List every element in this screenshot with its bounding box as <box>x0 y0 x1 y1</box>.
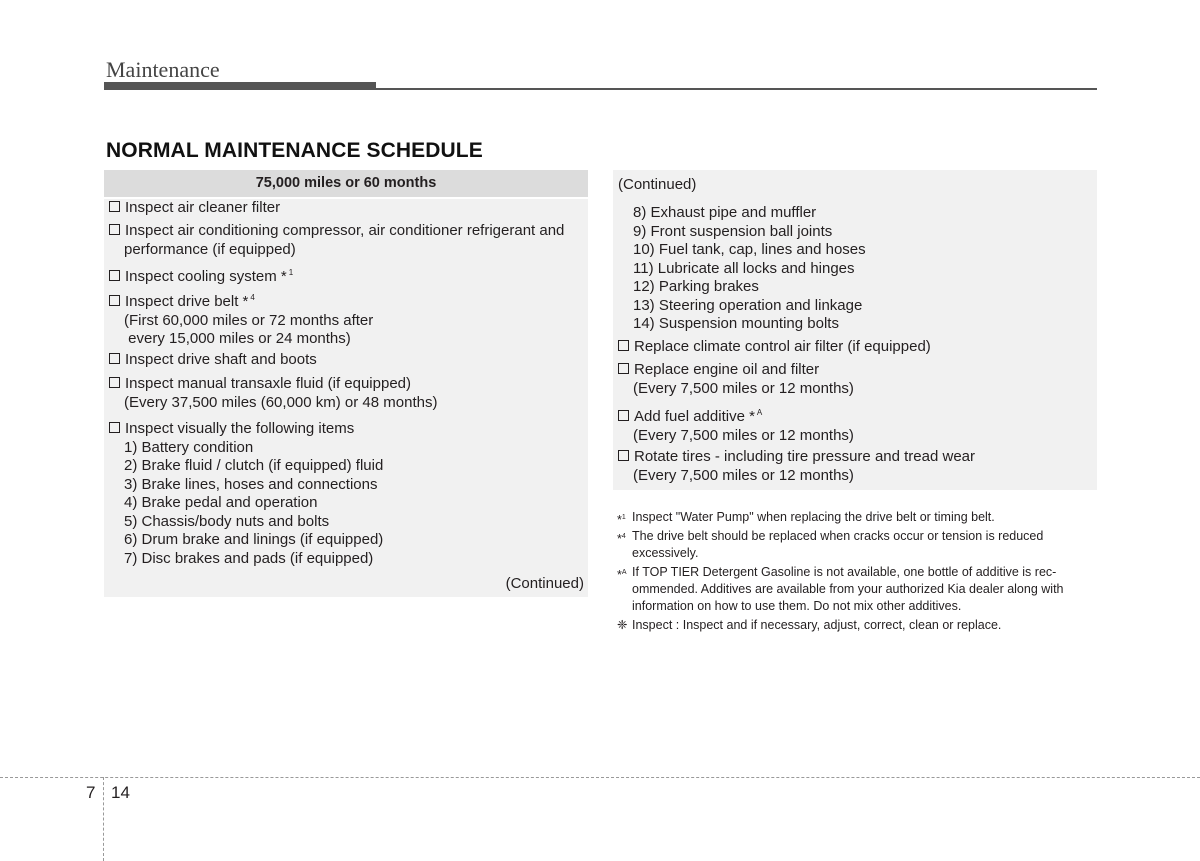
section-title: NORMAL MAINTENANCE SCHEDULE <box>106 139 483 162</box>
list-item: Inspect air conditioning compressor, air conditioner refrigerant and performance (if equipped) <box>109 222 564 259</box>
chapter-number: 7 <box>86 783 96 802</box>
header-title: Maintenance <box>106 57 220 82</box>
footnote: *$^4$ The drive belt should be replaced when cracks occur or tension is reduced excessively. <box>617 529 1044 560</box>
list-item: Inspect air cleaner filter <box>109 199 280 218</box>
list-item: Inspect drive belt * $^4$ (First 60,000 miles or 72 months after every 15,000 miles or 24 months) <box>109 289 373 349</box>
list-item: Replace climate control air filter (if equipped) <box>618 338 931 357</box>
checkbox-icon <box>109 295 120 306</box>
checkbox-icon <box>109 353 120 364</box>
list-item: Add fuel additive * $^A$ (Every 7,500 miles or 12 months) <box>618 404 854 445</box>
header-rule-accent <box>104 82 376 90</box>
checkbox-icon <box>109 270 120 281</box>
list-item: Inspect cooling system * $^1$ <box>109 264 293 287</box>
inspection-sublist: 8) Exhaust pipe and muffler 9) Front suspension ball joints 10) Fuel tank, cap, lines and hoses 11) Lubricate all locks and hinges 12) Parking brakes 13) Steering operation and linkage 14) Suspension mounting bolts <box>633 204 866 332</box>
schedule-panel-left <box>104 170 588 597</box>
checkbox-icon <box>109 201 120 212</box>
checkbox-icon <box>618 340 629 351</box>
footnote: ❈ Inspect : Inspect and if necessary, adjust, correct, clean or replace. <box>617 618 1002 632</box>
footer-vertical-divider <box>103 777 104 861</box>
interval-heading: 75,000 miles or 60 months <box>104 170 588 199</box>
list-item: Inspect manual transaxle fluid (if equipped) (Every 37,500 miles (60,000 km) or 48 months) <box>109 375 437 412</box>
checkbox-icon <box>618 410 629 421</box>
checkbox-icon <box>109 377 120 388</box>
checkbox-icon <box>618 450 629 461</box>
footer-divider <box>0 777 1200 778</box>
footnote: *$^1$ Inspect "Water Pump" when replacing the drive belt or timing belt. <box>617 510 995 528</box>
checkbox-icon <box>109 422 120 433</box>
list-item: Replace engine oil and filter (Every 7,500 miles or 12 months) <box>618 361 854 398</box>
continued-label: (Continued) <box>505 575 584 592</box>
schedule-panel-right <box>613 170 1097 490</box>
page-number: 14 <box>111 783 130 802</box>
footnotes <box>617 509 1097 636</box>
footnote: *$^A$ If TOP TIER Detergent Gasoline is not available, one bottle of additive is rec-ommended. Additives are available from your authorized Kia dealer along with information on how to use them. Do not mix other additives. <box>617 565 1064 613</box>
list-item: Inspect drive shaft and boots <box>109 351 317 370</box>
checkbox-icon <box>109 224 120 235</box>
continued-label: (Continued) <box>618 176 697 193</box>
list-item: Rotate tires - including tire pressure and tread wear (Every 7,500 miles or 12 months) <box>618 448 975 485</box>
list-item: Inspect visually the following items 1) Battery condition 2) Brake fluid / clutch (if equipped) fluid 3) Brake lines, hoses and connections 4) Brake pedal and operation 5) Chassis/body nuts and bolts 6) Drum brake and linings (if equipped) 7) Disc brakes and pads (if equipped) <box>109 420 383 568</box>
checkbox-icon <box>618 363 629 374</box>
